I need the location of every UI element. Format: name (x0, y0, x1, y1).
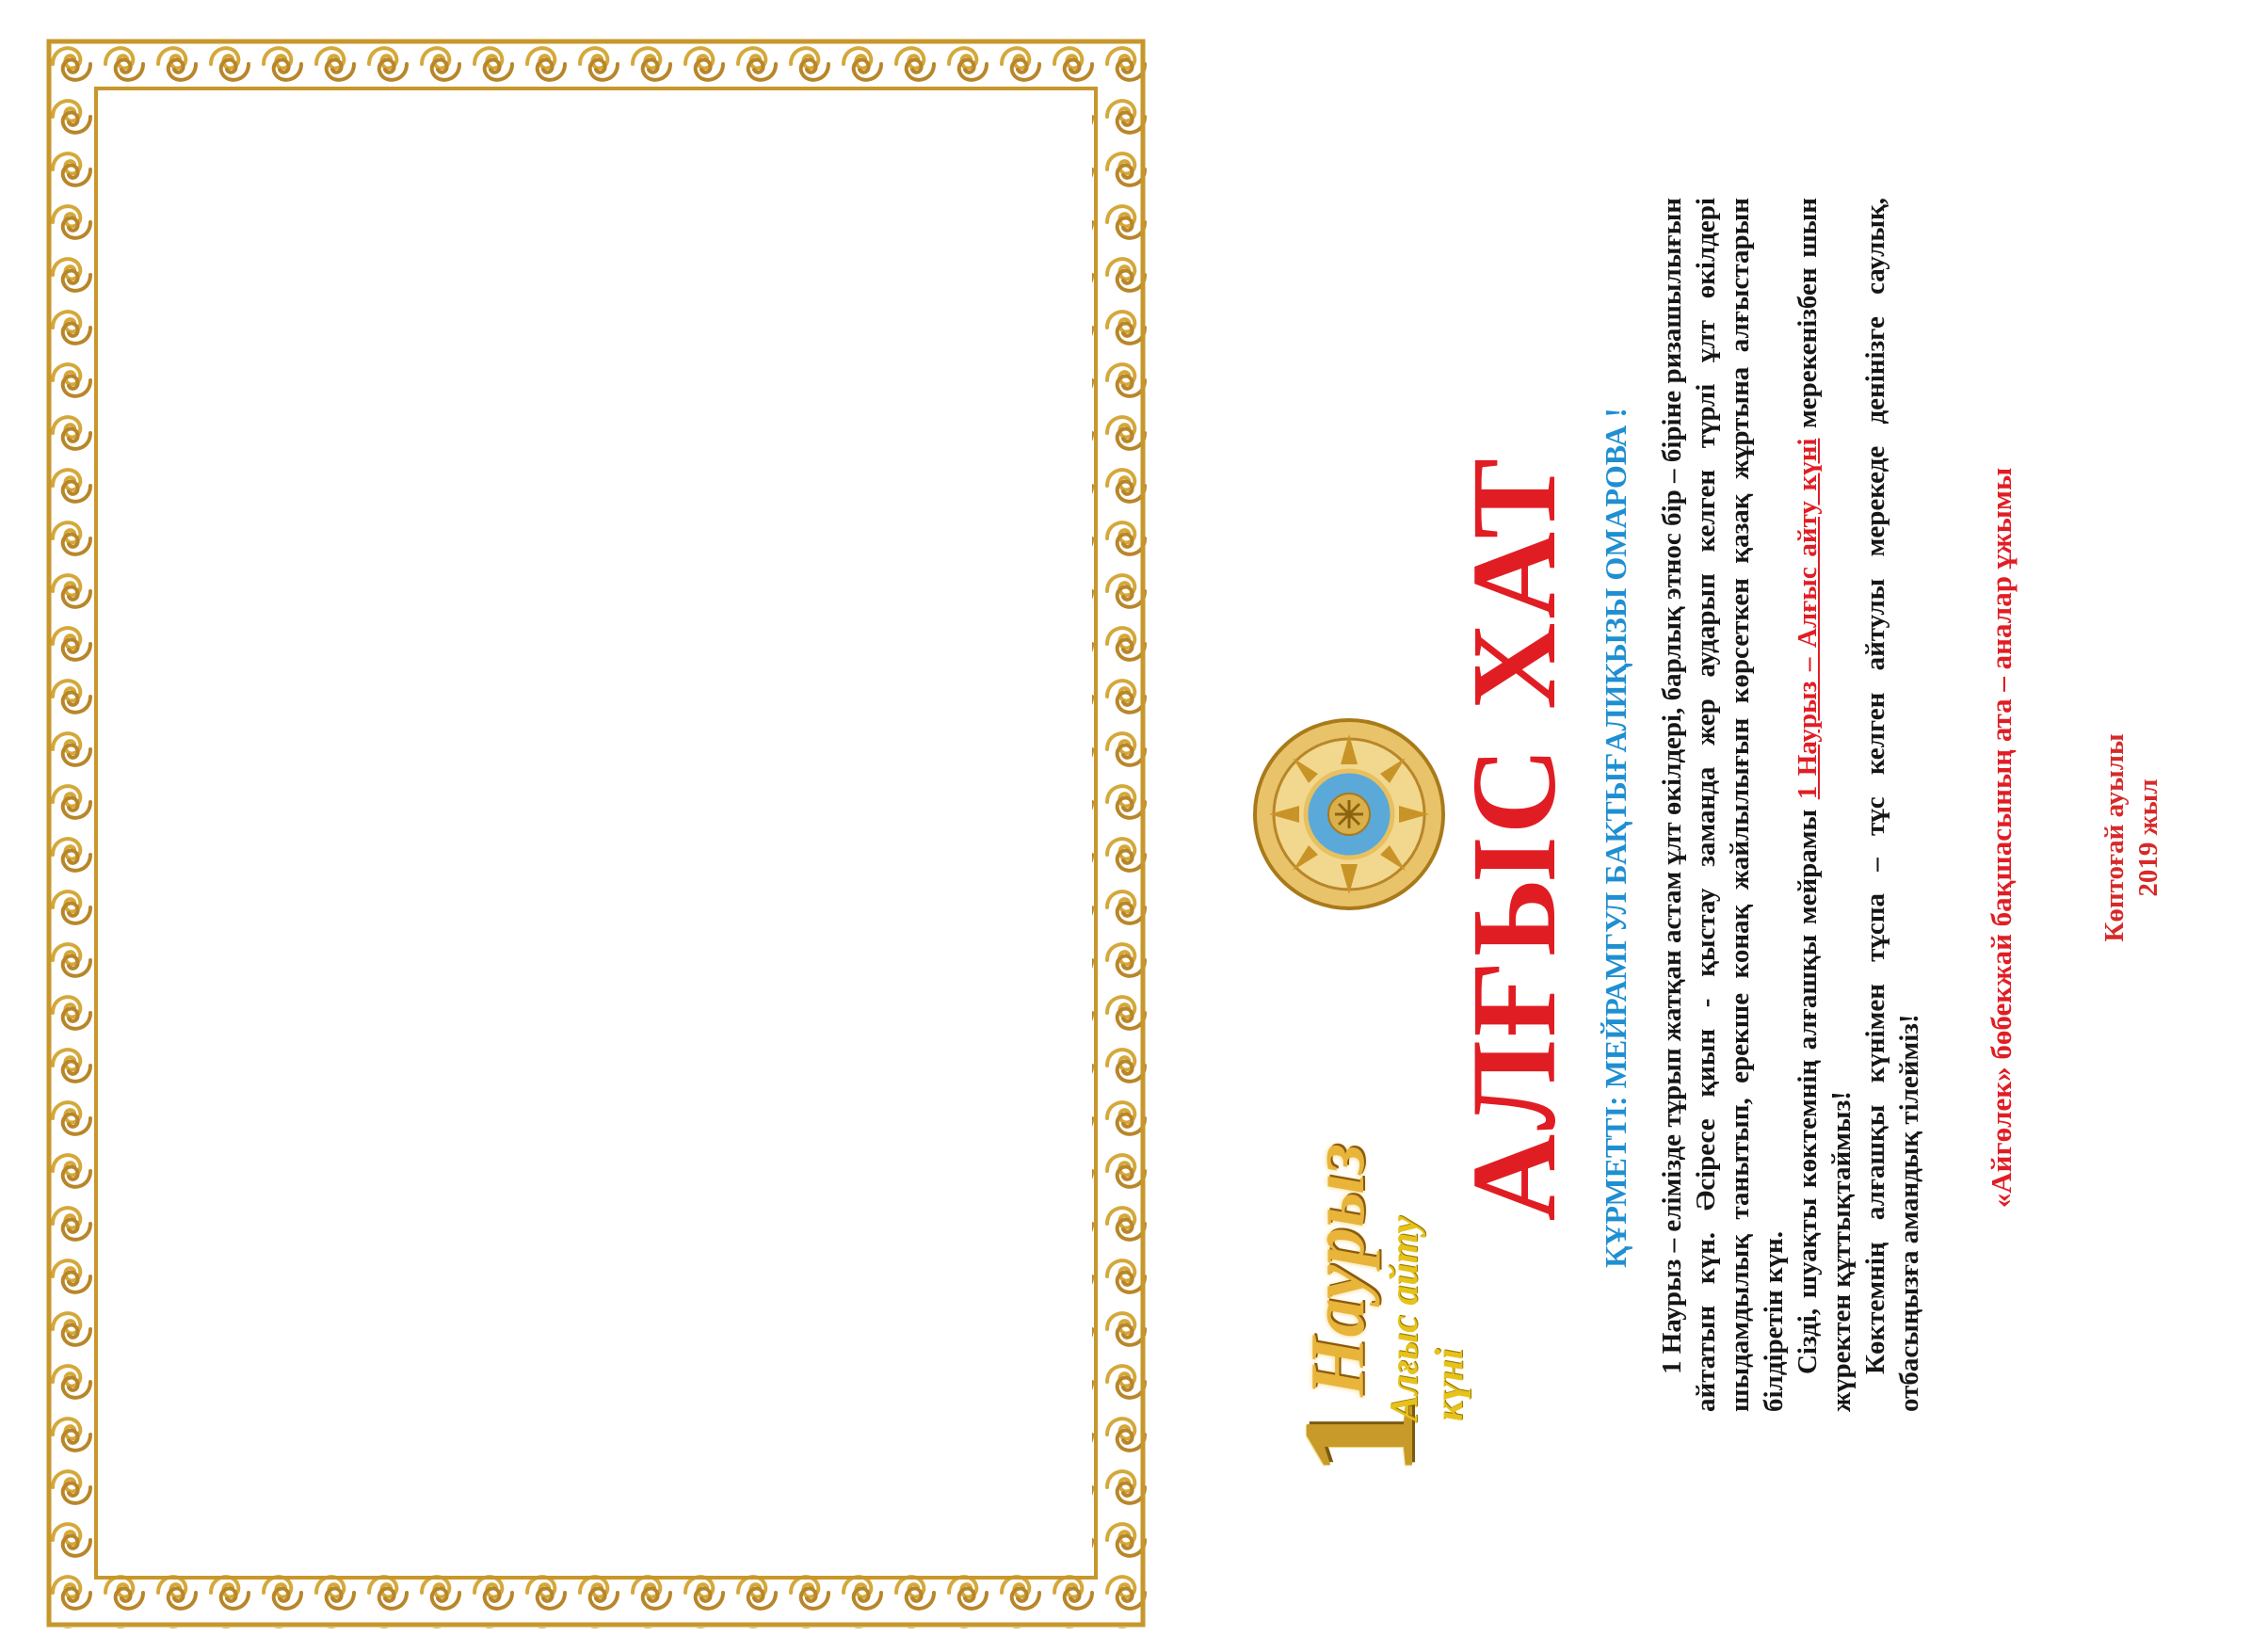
place-and-date (2098, 38, 2165, 1638)
certificate-body (1655, 198, 1926, 1412)
logo-number: 1 (1270, 1398, 1447, 1478)
logo-word: Наурыз (1294, 1144, 1380, 1397)
kazakhstan-coat-of-arms-icon (1250, 715, 1448, 913)
certificate-content (1156, 38, 2267, 1638)
logo-subtitle: Алғыс айту күні (1383, 1216, 1471, 1421)
organization-signature: «Айгөлек» бөбекжай бақшасының ата – аналар ұжымы (1985, 467, 2018, 1209)
nauryz-logo-icon (1269, 1144, 1471, 1478)
body-paragraph-1: 1 Наурыз – елімізде тұрып жатқан астам ұлт өкілдері, барлық этнос бір – біріне ризашылығын айтатын күн. Әсіресе қиын - қыстау заманда жер аударып келген түрлі ұлт өкілдері шыдамдылық танытып, ерекше конақ жайлылығын көрсеткен қазақ жұртына алғыстарын білдіретін күн. (1657, 198, 1789, 1412)
paragraph-2-end: мерекенізбен шын жүректен құттықтаймыз! (1793, 197, 1857, 1412)
ornamental-border (45, 38, 1147, 1628)
paragraph-2-start: Сізді, шуақты көктемнің алғашқы мейрамы (1793, 799, 1823, 1374)
year: 2019 жыл (2133, 778, 2163, 897)
addressee-line: ҚҰРМЕТТІ: МЕЙРАМГУЛ БАҚТЫҒАЛИҚЫЗЫ ОМАРОВА ! (1599, 408, 1632, 1268)
village-name: Көптоғай ауылы (2099, 733, 2130, 942)
holiday-name-highlight: 1 Наурыз – Алғыс айту күні (1793, 438, 1823, 800)
body-paragraph-2 (1791, 198, 1858, 1412)
body-paragraph-3: Көктемнің алғашқы күнімен тұспа – тұс келген айтулы мерекеде денінізге саулық, отбасыңызға амандық тілейміз! (1860, 198, 1924, 1412)
certificate-title: АЛҒЫС ХАТ (1447, 454, 1581, 1222)
